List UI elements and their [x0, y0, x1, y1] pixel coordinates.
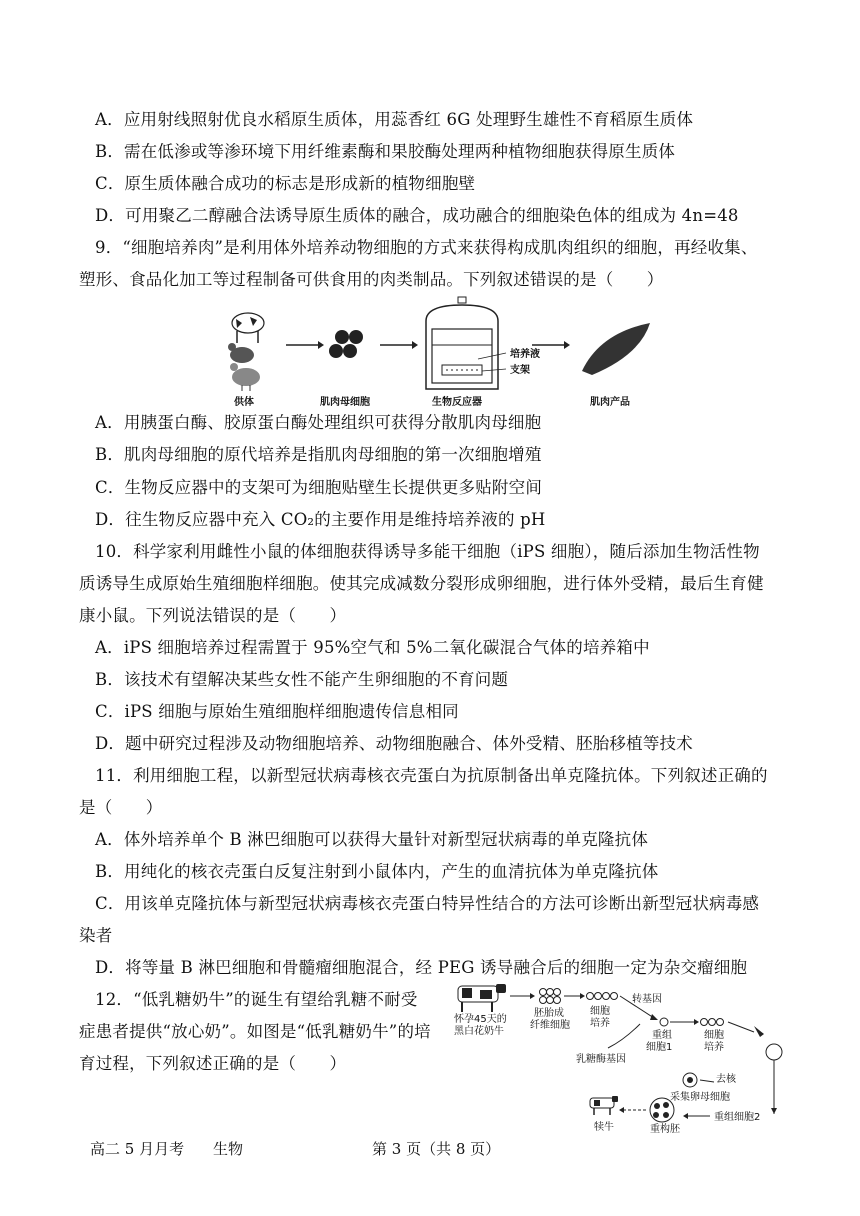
q11-stem-line2: 是（ ） [79, 798, 163, 817]
fig-culture2-label-1: 细胞 [704, 1030, 724, 1041]
meat-product-icon [582, 323, 650, 375]
q12-stem-line1: 12．“低乳糖奶牛”的诞生有望给乳糖不耐受 [95, 990, 418, 1009]
q12-stem-line2: 症患者提供“放心奶”。如图是“低乳糖奶牛”的培 [79, 1022, 431, 1041]
q11-option-b: B．用纯化的核衣壳蛋白反复注射到小鼠体内，产生的血清抗体为单克隆抗体 [95, 862, 659, 881]
recombinant-cell1-icon [660, 1018, 668, 1026]
q10-option-b: B．该技术有望解决某些女性不能产生卵细胞的不育问题 [95, 670, 509, 689]
fig-enucleate-label: 去核 [716, 1074, 736, 1085]
q8-option-c: C．原生质体融合成功的标志是形成新的植物细胞壁 [95, 174, 476, 193]
fig-recomb2-label: 重组细胞2 [714, 1112, 761, 1123]
reconstructed-embryo-icon [650, 1098, 674, 1122]
fig-medium-label: 培养液 [510, 349, 540, 360]
fig-culture2-label-2: 培养 [704, 1042, 724, 1053]
q12-stem-line3: 育过程，下列叙述正确的是（ ） [79, 1054, 347, 1073]
q10-stem-line2: 质诱导生成原始生殖细胞样细胞。使其完成减数分裂形成卵细胞，进行体外受精，最后生育健 [79, 574, 764, 593]
q8-option-a: A．应用射线照射优良水稻原生质体，用蕊香红 6G 处理野生雄性不育稻原生质体 [95, 110, 694, 129]
fig-lactase-gene-label: 乳糖酶基因 [576, 1054, 626, 1065]
fig-reactor-label: 生物反应器 [432, 397, 482, 408]
fig-fibro-label-2: 纤维细胞 [530, 1020, 570, 1031]
q12-low-lactose-cow-figure [448, 978, 792, 1134]
fig-cells-label: 肌肉母细胞 [320, 397, 370, 408]
q8-option-d: D．可用聚乙二醇融合法诱导原生质体的融合，成功融合的细胞染色体的组成为 4n=48 [95, 206, 739, 225]
q10-stem-line3: 康小鼠。下列说法错误的是（ ） [79, 606, 347, 625]
fig-support-label: 支架 [510, 365, 530, 376]
fig-product-label: 肌肉产品 [590, 397, 630, 408]
muscle-cells-icon [329, 330, 363, 358]
fig-recomb1-label-1: 重组 [652, 1030, 672, 1041]
fig-culture-label-1: 细胞 [590, 1006, 610, 1017]
footer-subject: 生物 [213, 1140, 244, 1158]
q9-stem-line1: 9．“细胞培养肉”是利用体外培养动物细胞的方式来获得构成肌肉组织的细胞，再经收集、 [95, 238, 758, 257]
q11-option-d: D．将等量 B 淋巴细胞和骨髓瘤细胞混合，经 PEG 诱导融合后的细胞一定为杂交瘤细胞 [95, 958, 748, 977]
q9-option-b: B．肌肉母细胞的原代培养是指肌肉母细胞的第一次细胞增殖 [95, 445, 542, 464]
fig-transgene-label: 转基因 [632, 994, 662, 1005]
fig-culture-label-2: 培养 [590, 1018, 610, 1029]
pipette-icon [754, 1026, 764, 1037]
q10-option-c: C．iPS 细胞与原始生殖细胞样细胞遗传信息相同 [95, 702, 459, 721]
fig-oocyte-label: 采集卵母细胞 [670, 1092, 730, 1103]
q9-cultured-meat-figure [220, 293, 660, 411]
q11-option-c-line1: C．用该单克隆抗体与新型冠状病毒核衣壳蛋白特异性结合的方法可诊断出新型冠状病毒感 [95, 894, 760, 913]
bioreactor-icon [426, 297, 506, 389]
q9-option-a: A．用胰蛋白酶、胶原蛋白酶处理组织可获得分散肌肉母细胞 [95, 413, 542, 432]
cell-culture-icon [587, 993, 618, 1000]
q9-stem-line2: 塑形、食品化加工等过程制备可供食用的肉类制品。下列叙述错误的是（ ） [79, 270, 664, 289]
q10-stem-line1: 10．科学家利用雌性小鼠的体细胞获得诱导多能干细胞（iPS 细胞），随后添加生物活性物 [95, 542, 760, 561]
fig-cow-label-1: 怀孕45天的 [454, 1014, 507, 1025]
fig-calf-label: 犊牛 [594, 1122, 614, 1133]
fig-cow-label-2: 黑白花奶牛 [454, 1026, 504, 1037]
fig-recomb1-label-2: 细胞1 [646, 1042, 673, 1053]
pregnant-cow-icon [458, 984, 506, 1012]
cell-culture2-icon [701, 1019, 724, 1026]
footer-page-number: 第 3 页（共 8 页） [372, 1140, 501, 1158]
fig-fibro-label-1: 胚胎成 [534, 1008, 564, 1019]
calf-icon [590, 1096, 618, 1115]
q10-option-a: A．iPS 细胞培养过程需置于 95%空气和 5%二氧化碳混合气体的培养箱中 [95, 638, 650, 657]
q11-stem-line1: 11．利用细胞工程，以新型冠状病毒核衣壳蛋白为抗原制备出单克隆抗体。下列叙述正确的 [95, 766, 768, 785]
oocyte-icon [766, 1044, 782, 1060]
fig-donor-label: 供体 [234, 397, 254, 408]
q11-option-c-line2: 染者 [79, 926, 113, 945]
q9-option-d: D．往生物反应器中充入 CO₂的主要作用是维持培养液的 pH [95, 510, 546, 529]
q9-option-c: C．生物反应器中的支架可为细胞贴壁生长提供更多贴附空间 [95, 478, 543, 497]
q8-option-b: B．需在低渗或等渗环境下用纤维素酶和果胶酶处理两种植物细胞获得原生质体 [95, 142, 676, 161]
fig-embryo-label: 重构胚 [650, 1124, 680, 1134]
fibroblast-cells-icon [540, 989, 561, 1004]
footer-exam: 高二 5 月月考 [90, 1140, 185, 1158]
donor-animals-icon [228, 313, 264, 391]
q10-option-d: D．题中研究过程涉及动物细胞培养、动物细胞融合、体外受精、胚胎移植等技术 [95, 734, 693, 753]
q11-option-a: A．体外培养单个 B 淋巴细胞可以获得大量针对新型冠状病毒的单克隆抗体 [95, 830, 649, 849]
